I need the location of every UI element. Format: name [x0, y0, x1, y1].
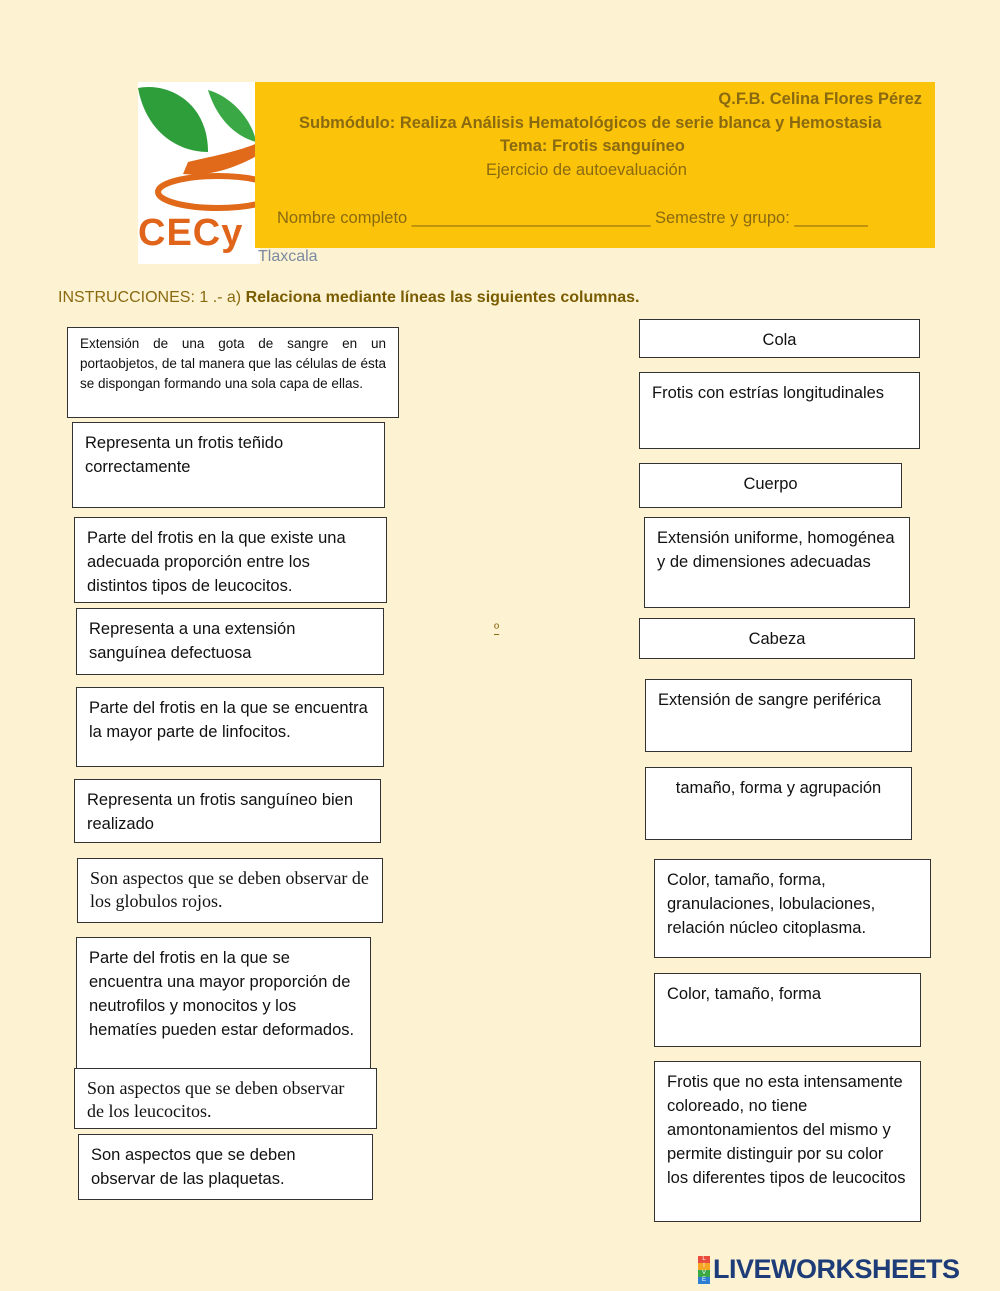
live-badge-l: L: [698, 1256, 710, 1263]
left-item-1[interactable]: Extensión de una gota de sangre en un portaobjetos, de tal manera que las células de ésta se dispongan formando una sola capa de ellas.: [67, 327, 399, 418]
left-item-8[interactable]: Parte del frotis en la que se encuentra una mayor proporción de neutrofilos y monocitos y los hematíes pueden estar deformados.: [76, 937, 371, 1069]
left-item-9[interactable]: Son aspectos que se deben observar de los leucocitos.: [74, 1068, 377, 1129]
liveworksheets-text: LIVEWORKSHEETS: [713, 1254, 960, 1284]
logo-text: CECy: [138, 212, 244, 254]
name-field-line: Nombre completo __________________________ Semestre y grupo: ________: [277, 209, 868, 227]
submodule-title: Submódulo: Realiza Análisis Hematológicos de serie blanca y Hemostasia: [299, 114, 882, 132]
left-item-3[interactable]: Parte del frotis en la que existe una adecuada proporción entre los distintos tipos de leucocitos.: [74, 517, 387, 603]
live-badge-v: V: [698, 1270, 710, 1277]
header-banner: [255, 82, 935, 248]
right-item-6[interactable]: Extensión de sangre periférica: [645, 679, 912, 752]
left-item-6[interactable]: Representa un frotis sanguíneo bien realizado: [74, 779, 381, 843]
right-item-1[interactable]: Cola: [639, 319, 920, 358]
live-badge-icon: [698, 1256, 710, 1284]
exercise-subtitle: Ejercicio de autoevaluación: [486, 161, 687, 179]
right-item-2[interactable]: Frotis con estrías longitudinales: [639, 372, 920, 449]
author-name: Q.F.B. Celina Flores Pérez: [718, 90, 922, 108]
left-item-2[interactable]: Representa un frotis teñido correctamente: [72, 422, 385, 508]
right-item-10[interactable]: Frotis que no esta intensamente coloreado, no tiene amontonamientos del mismo y permite distinguir por su color los diferentes tipos de leucocitos: [654, 1061, 921, 1222]
cecyte-logo: [138, 82, 260, 264]
logo-caption: Tlaxcala: [258, 248, 318, 265]
middle-mark: º: [494, 620, 500, 636]
instructions-text: Relaciona mediante líneas las siguientes columnas.: [245, 289, 640, 306]
topic-title: Tema: Frotis sanguíneo: [500, 137, 685, 155]
instructions: [58, 289, 640, 307]
right-item-9[interactable]: Color, tamaño, forma: [654, 973, 921, 1047]
left-item-7[interactable]: Son aspectos que se deben observar de los globulos rojos.: [77, 858, 383, 923]
left-item-4[interactable]: Representa a una extensión sanguínea defectuosa: [76, 608, 384, 675]
live-badge-i: I: [698, 1263, 710, 1270]
left-item-5[interactable]: Parte del frotis en la que se encuentra la mayor parte de linfocitos.: [76, 687, 384, 767]
live-badge-e: E: [698, 1277, 710, 1284]
left-item-10[interactable]: Son aspectos que se deben observar de las plaquetas.: [78, 1134, 373, 1200]
right-item-5[interactable]: Cabeza: [639, 618, 915, 659]
right-item-3[interactable]: Cuerpo: [639, 463, 902, 508]
liveworksheets-watermark: [698, 1254, 960, 1285]
instructions-prefix: INSTRUCCIONES: 1 .- a): [58, 289, 246, 306]
right-item-7[interactable]: tamaño, forma y agrupación: [645, 767, 912, 840]
right-item-4[interactable]: Extensión uniforme, homogénea y de dimensiones adecuadas: [644, 517, 910, 608]
right-item-8[interactable]: Color, tamaño, forma, granulaciones, lobulaciones, relación núcleo citoplasma.: [654, 859, 931, 958]
